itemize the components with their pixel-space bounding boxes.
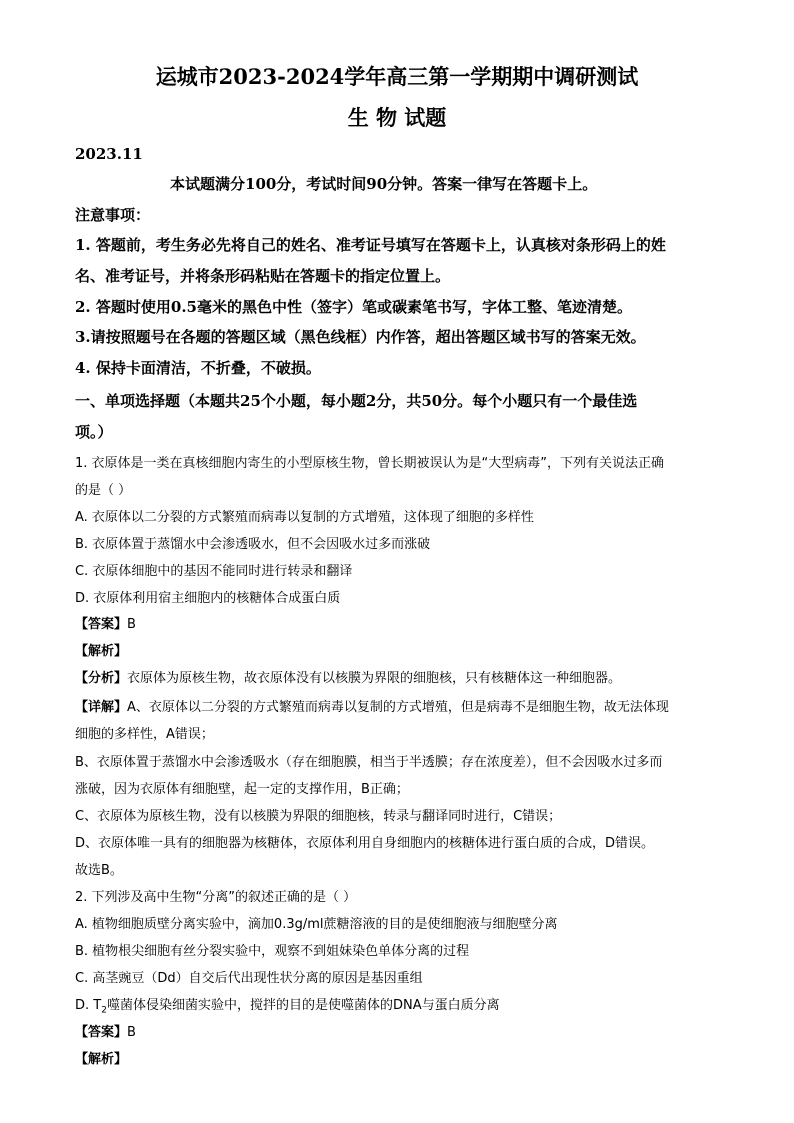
q2-option-d-subscript: 2 (101, 1005, 107, 1016)
note-1-line-1: 1. 答题前，考生务必先将自己的姓名、准考证号填写在答题卡上，认真核对条形码上的姓 (75, 236, 666, 254)
answer-label: 【答案】 (75, 617, 128, 632)
q2-option-a: A. 植物细胞质壁分离实验中，滴加0.3g/ml蔗糖溶液的目的是使细胞液与细胞壁分离 (75, 917, 558, 932)
q1-detail-b-line-2: 涨破，因为衣原体有细胞壁，起一定的支撑作用，B正确； (75, 782, 409, 797)
q1-stem-line-1: 1. 衣原体是一类在真核细胞内寄生的小型原核生物，曾长期被误认为是“大型病毒”，下列有关说法正确 (75, 456, 665, 471)
q1-detail-a-line-1 (75, 696, 669, 715)
exam-date: 2023.11 (75, 145, 143, 163)
note-1-line-2: 名、准考证号，并将条形码粘贴在答题卡的指定位置上。 (75, 267, 451, 285)
q1-detail-a-line-2: 细胞的多样性，A错误； (75, 727, 214, 742)
page-subtitle: 生 物 试题 (347, 105, 447, 130)
notes-heading: 注意事项： (75, 206, 151, 224)
exam-summary: 本试题满分100分，考试时间90分钟。答案一律写在答题卡上。 (170, 175, 598, 193)
q2-answer (75, 1021, 136, 1040)
q1-option-c: C. 衣原体细胞中的基因不能同时进行转录和翻译 (75, 564, 353, 579)
fenxi-label: 【分析】 (75, 671, 128, 686)
q1-analysis-label: 【解析】 (75, 644, 128, 659)
q1-detail-b-line-1: B、衣原体置于蒸馏水中会渗透吸水（存在细胞膜，相当于半透膜；存在浓度差），但不会因吸水过多而 (75, 755, 663, 770)
section-heading-line-2: 项。） (75, 423, 113, 441)
detail-label: 【详解】 (75, 700, 128, 715)
note-3: 3.请按照题号在各题的答题区域（黑色线框）内作答，超出答题区域书写的答案无效。 (75, 328, 646, 346)
page-title: 运城市2023-2024学年高三第一学期期中调研测试 (155, 64, 639, 89)
fenxi-text: 衣原体为原核生物，故衣原体没有以核膜为界限的细胞核，只有核糖体这一种细胞器。 (127, 671, 622, 686)
q2-option-d-prefix: D. T (75, 998, 102, 1013)
section-heading-line-1: 一、单项选择题（本题共25个小题，每小题2分，共50分。每个小题只有一个最佳选 (75, 392, 638, 410)
q1-fenxi (75, 667, 621, 686)
note-4: 4. 保持卡面清洁，不折叠，不破损。 (75, 359, 321, 377)
q1-conclusion: 故选B。 (75, 863, 123, 878)
q2-option-c: C. 高茎豌豆（Dd）自交后代出现性状分离的原因是基因重组 (75, 971, 423, 986)
q1-option-a: A. 衣原体以二分裂的方式繁殖而病毒以复制的方式增殖，这体现了细胞的多样性 (75, 510, 534, 525)
q1-option-d: D. 衣原体利用宿主细胞内的核糖体合成蛋白质 (75, 591, 341, 606)
q2-option-d (75, 994, 500, 1016)
answer-label: 【答案】 (75, 1025, 128, 1040)
q2-stem: 2. 下列涉及高中生物“分离”的叙述正确的是（ ） (75, 890, 357, 905)
q1-detail-d: D、衣原体唯一具有的细胞器为核糖体，衣原体利用自身细胞内的核糖体进行蛋白质的合成，D错误。 (75, 836, 655, 851)
q2-analysis-label: 【解析】 (75, 1052, 128, 1067)
q1-stem-line-2: 的是（ ） (75, 483, 132, 498)
answer-value: B (127, 1025, 136, 1040)
q1-answer (75, 613, 136, 632)
q1-detail-c: C、衣原体为原核生物，没有以核膜为界限的细胞核，转录与翻译同时进行，C错误； (75, 809, 562, 824)
q2-option-d-text: 噬菌体侵染细菌实验中，搅拌的目的是使噬菌体的DNA与蛋白质分离 (106, 998, 500, 1013)
q2-option-b: B. 植物根尖细胞有丝分裂实验中，观察不到姐妹染色单体分离的过程 (75, 944, 470, 959)
answer-value: B (127, 617, 136, 632)
note-2: 2. 答题时使用0.5毫米的黑色中性（签字）笔或碳素笔书写，字体工整、笔迹清楚。 (75, 298, 632, 316)
q1-option-b: B. 衣原体置于蒸馏水中会渗透吸水，但不会因吸水过多而涨破 (75, 537, 431, 552)
detail-a-text: A、衣原体以二分裂的方式繁殖而病毒以复制的方式增殖，但是病毒不是细胞生物，故无法体现 (127, 700, 669, 715)
